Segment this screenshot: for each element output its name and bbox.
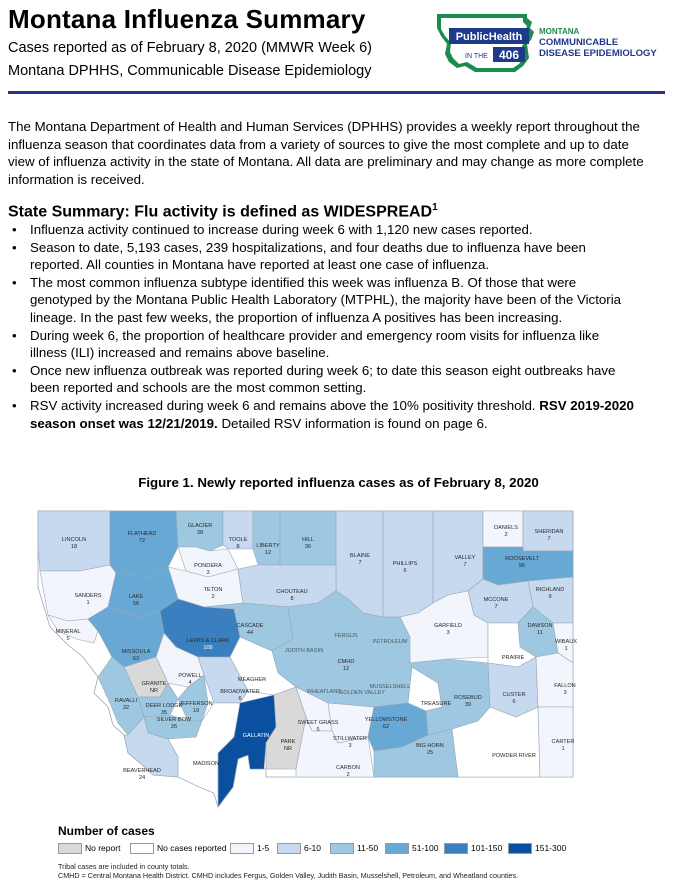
- logo-text-montana: MONTANA: [539, 27, 580, 36]
- report-date-subtitle: Cases reported as of February 8, 2020 (MMWR Week 6): [8, 40, 372, 56]
- label-fallon-value: 3: [563, 690, 567, 696]
- label-ravalli-name: RAVALLI: [114, 698, 138, 704]
- list-item: [8, 327, 638, 362]
- label-gallatin-name: GALLATIN: [242, 733, 270, 739]
- label-cascade-name: CASCADE: [236, 623, 264, 629]
- label-mineral-value: 5: [66, 636, 70, 642]
- label-sweet-grass-value: 5: [316, 727, 320, 733]
- label-flathead-name: FLATHEAD: [127, 531, 157, 537]
- label-blaine-value: 7: [358, 560, 362, 566]
- logo-text-disease-epidemiology: DISEASE EPIDEMIOLOGY: [539, 48, 657, 59]
- county-liberty: [253, 511, 280, 565]
- label-golden-valley-name: GOLDEN VALLEY: [339, 690, 385, 696]
- legend-title: Number of cases: [58, 824, 155, 838]
- legend-swatch: [130, 843, 154, 854]
- legend-label: No report: [85, 843, 121, 853]
- county-fallon: [536, 653, 576, 707]
- bullet-text: During week 6, the proportion of healthcare provider and emergency room visits for influenza like illness (ILI) increased and remains above baseline.: [30, 327, 600, 361]
- label-granite-name: GRANITE: [141, 681, 167, 687]
- label-cmhd-value: 12: [342, 666, 350, 672]
- bullet-text: The most common influenza subtype identified this week was influenza B. Of those that were genotyped by the Montana Public Health Laboratory (MTPHL), the majority have been of the Victoria lineage. In the past few weeks, the proportion of influenza A positives has been increasing.: [30, 274, 622, 325]
- label-fergus-name: FERGUS: [334, 633, 358, 639]
- label-missoula-name: MISSOULA: [121, 649, 151, 655]
- label-hill-value: 36: [304, 544, 312, 550]
- logo-text-406: 406: [498, 48, 520, 62]
- label-yellowstone-value: 62: [382, 724, 390, 730]
- label-garfield-value: 3: [446, 630, 450, 636]
- logo-text-communicable: COMMUNICABLE: [539, 37, 619, 48]
- figure-title: Figure 1. Newly reported influenza cases as of February 8, 2020: [138, 475, 539, 490]
- legend-item-51-100: [385, 843, 438, 854]
- label-hill-name: HILL: [302, 537, 314, 543]
- bullet-icon: •: [12, 239, 17, 255]
- legend-item-no-cases: [130, 843, 226, 854]
- label-lincoln-name: LINCOLN: [61, 537, 87, 543]
- label-park-value: NR: [283, 746, 293, 752]
- label-jefferson-value: 19: [192, 708, 200, 714]
- label-dawson-name: DAWSON: [527, 623, 553, 629]
- label-dawson-value: 11: [537, 630, 543, 636]
- label-phillips-name: PHILLIPS: [392, 561, 418, 567]
- label-powell-name: POWELL: [178, 673, 202, 679]
- label-park-name: PARK: [280, 739, 296, 745]
- legend-swatch: [230, 843, 254, 854]
- label-jefferson-name: JEFFERSON: [179, 701, 213, 707]
- bullet-icon: •: [12, 327, 17, 343]
- footnote-tribal: Tribal cases are included in county totals.: [58, 862, 190, 871]
- list-item: [8, 221, 638, 239]
- label-phillips-value: 6: [403, 568, 407, 574]
- legend-item-11-50: [330, 843, 378, 854]
- label-fallon-name: FALLON: [554, 683, 576, 689]
- label-powell-value: 4: [188, 680, 192, 686]
- label-judith-basin-name: JUDITH BASIN: [284, 648, 324, 654]
- label-sanders-value: 1: [86, 600, 90, 606]
- legend-label: 1-5: [257, 843, 270, 853]
- legend-label: 11-50: [357, 843, 379, 853]
- label-valley-value: 7: [463, 562, 467, 568]
- legend-swatch: [385, 843, 409, 854]
- label-petroleum-name: PETROLEUM: [372, 639, 408, 645]
- label-toole-value: 8: [236, 544, 240, 550]
- summary-bullet-list: [8, 221, 638, 432]
- label-liberty-name: LIBERTY: [256, 543, 280, 549]
- label-mccone-value: 7: [494, 604, 498, 610]
- footnote-marker: 1: [432, 202, 438, 213]
- legend-label: No cases reported: [157, 843, 227, 853]
- label-sheridan-name: SHERIDAN: [534, 529, 564, 535]
- label-mineral-name: MINERAL: [55, 629, 81, 635]
- agency-subtitle: Montana DPHHS, Communicable Disease Epidemiology: [8, 63, 372, 79]
- label-glacier-name: GLACIER: [187, 523, 213, 529]
- legend-item-6-10: [277, 843, 321, 854]
- label-roosevelt-value: 96: [518, 563, 526, 569]
- label-wibaux-name: WIBAUX: [554, 639, 578, 645]
- label-lewis-clark-value: 109: [203, 645, 213, 651]
- label-flathead-value: 72: [138, 538, 146, 544]
- legend-swatch: [58, 843, 82, 854]
- label-sanders-name: SANDERS: [74, 593, 102, 599]
- label-silver-bow-name: SILVER BOW: [156, 717, 192, 723]
- state-summary-heading-text: State Summary: Flu activity is defined as WIDESPREAD: [8, 203, 433, 221]
- label-lewis-clark-name: LEWIS & CLARK: [186, 638, 230, 644]
- list-item: [8, 274, 638, 327]
- label-treasure-name: TREASURE: [420, 701, 452, 707]
- legend-swatch: [444, 843, 468, 854]
- label-valley-name: VALLEY: [454, 555, 476, 561]
- label-liberty-value: 12: [264, 550, 272, 556]
- legend-swatch: [277, 843, 301, 854]
- label-deer-lodge-name: DEER LODGE: [145, 703, 183, 709]
- bullet-icon: •: [12, 274, 17, 290]
- label-silver-bow-value: 25: [170, 724, 178, 730]
- label-stillwater-value: 3: [348, 743, 352, 749]
- montana-county-map: [28, 507, 583, 815]
- rsv-text: RSV activity increased during week 6 and remains above the 10% positivity threshold.: [30, 397, 540, 413]
- bullet-icon: •: [12, 222, 17, 237]
- label-meagher-name: MEAGHER: [237, 677, 267, 683]
- label-powder-river-name: POWDER RIVER: [492, 753, 536, 759]
- label-broadwater-name: BROADWATER: [220, 689, 260, 695]
- label-garfield-name: GARFIELD: [434, 623, 462, 629]
- label-rosebud-value: 39: [464, 702, 472, 708]
- label-mccone-name: MCCONE: [483, 597, 509, 603]
- label-granite-value: NR: [149, 688, 159, 694]
- label-wheatland-name: WHEATLAND: [306, 689, 342, 695]
- label-madison-name: MADISON: [192, 761, 220, 767]
- label-lake-value: 56: [132, 601, 140, 607]
- label-toole-name: TOOLE: [228, 537, 248, 543]
- footnote-cmhd: CMHD = Central Montana Health District. CMHD includes Fergus, Golden Valley, Judith Basin, Musselshell, Petroleum, and Wheatland counties.: [58, 871, 519, 880]
- label-carter-name: CARTER: [551, 739, 575, 745]
- label-carter-value: 1: [561, 746, 565, 752]
- bullet-icon: •: [12, 397, 17, 413]
- legend-swatch: [508, 843, 532, 854]
- label-pondera-name: PONDERA: [194, 563, 222, 569]
- label-cascade-value: 44: [246, 630, 254, 636]
- label-lincoln-value: 18: [70, 544, 78, 550]
- label-beaverhead-value: 24: [138, 775, 146, 781]
- legend-item-101-150: [444, 843, 502, 854]
- public-health-406-logo: [435, 10, 671, 80]
- list-item: [8, 362, 638, 397]
- label-ravalli-value: 32: [122, 705, 130, 711]
- label-missoula-value: 63: [132, 656, 140, 662]
- label-chouteau-value: 8: [290, 596, 294, 602]
- bullet-text: Season to date, 5,193 cases, 239 hospitalizations, and four deaths due to influenza have been reported. All counties in Montana have reported at least one case of influenza.: [30, 239, 586, 273]
- label-wibaux-value: 1: [564, 646, 568, 652]
- label-daniels-value: 2: [504, 532, 508, 538]
- label-teton-name: TETON: [203, 587, 223, 593]
- label-chouteau-name: CHOUTEAU: [276, 589, 308, 595]
- legend-label: 6-10: [304, 843, 322, 853]
- legend-label: 101-150: [471, 843, 503, 853]
- list-item: [8, 239, 638, 274]
- logo-text-public-health: PublicHealth: [455, 31, 523, 43]
- label-carbon-name: CARBON: [336, 765, 360, 771]
- label-pondera-value: 3: [206, 570, 210, 576]
- label-musselshell-name: MUSSELSHELL: [369, 684, 411, 690]
- label-teton-value: 2: [211, 594, 215, 600]
- bullet-text: Once new influenza outbreak was reported during week 6; to date this season eight outbreaks have been reported and schools are the most common setting.: [30, 362, 616, 396]
- label-prairie-name: PRAIRIE: [501, 655, 525, 661]
- label-sheridan-value: 7: [547, 536, 551, 542]
- legend-label: 151-300: [535, 843, 567, 853]
- logo-text-in-the: IN THE: [465, 53, 488, 60]
- label-custer-value: 6: [512, 699, 516, 705]
- bullet-icon: •: [12, 362, 17, 378]
- legend-item-151-300: [508, 843, 566, 854]
- label-yellowstone-name: YELLOWSTONE: [364, 717, 408, 723]
- label-stillwater-name: STILLWATER: [332, 736, 368, 742]
- rsv-onset-text: RSV 2019-2020 season onset was 12/21/2019.: [30, 397, 634, 431]
- label-rosebud-name: ROSEBUD: [454, 695, 482, 701]
- label-deer-lodge-value: 35: [160, 710, 168, 716]
- label-roosevelt-name: ROOSEVELT: [505, 556, 539, 562]
- label-blaine-name: BLAINE: [350, 553, 370, 559]
- legend-item-1-5: [230, 843, 269, 854]
- label-broadwater-value: 6: [238, 696, 242, 702]
- label-big-horn-name: BIG HORN: [416, 743, 444, 749]
- label-richland-name: RICHLAND: [535, 587, 565, 593]
- page-title: Montana Influenza Summary: [8, 4, 366, 34]
- rsv-detail-text: Detailed RSV information is found on page 6.: [217, 415, 488, 431]
- label-lake-name: LAKE: [128, 594, 144, 600]
- intro-paragraph: The Montana Department of Health and Human Services (DPHHS) provides a weekly report throughout the influenza season that coordinates data from a variety of sources to give the most complete and up to date view of influenza activity in the state of Montana. All data are preliminary and may change as more complete information is received.: [8, 119, 644, 187]
- bullet-text: Influenza activity continued to increase during week 6 with 1,120 new cases reported.: [30, 222, 533, 237]
- state-summary-heading: [8, 202, 438, 221]
- label-richland-value: 9: [548, 594, 552, 600]
- label-sweet-grass-name: SWEET GRASS: [297, 720, 339, 726]
- label-beaverhead-name: BEAVERHEAD: [123, 768, 161, 774]
- legend-swatch: [330, 843, 354, 854]
- label-big-horn-value: 25: [426, 750, 434, 756]
- legend-item-no-report: [58, 843, 120, 854]
- label-cmhd-name: CMHD: [337, 659, 355, 665]
- label-custer-name: CUSTER: [502, 692, 526, 698]
- list-item: [8, 397, 638, 432]
- legend-label: 51-100: [412, 843, 439, 853]
- label-daniels-name: DANIELS: [494, 525, 518, 531]
- label-glacier-value: 38: [196, 530, 204, 536]
- label-carbon-value: 2: [346, 772, 350, 778]
- header-divider: [8, 91, 665, 94]
